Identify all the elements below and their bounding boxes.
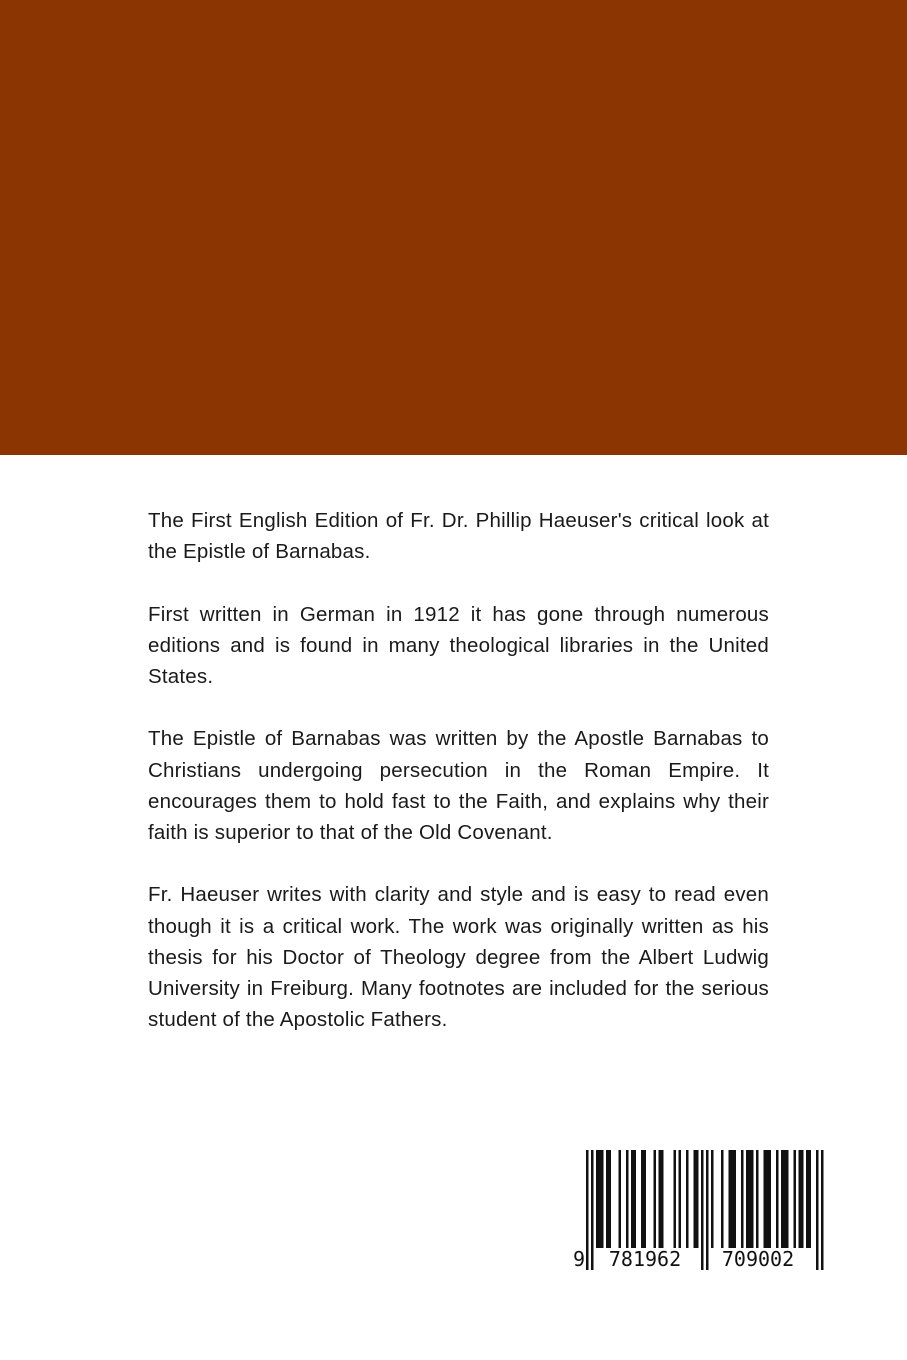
back-cover-blurb: [148, 505, 769, 1035]
barcode-bar: [769, 1150, 772, 1248]
barcode-bar: [701, 1150, 704, 1270]
blurb-paragraph-3: The Epistle of Barnabas was written by the Apostle Barnabas to Christians undergoing persecution in the Roman Empire. It encourages them to hold fast to the Faith, and explains why their faith is superior to that of the Old Covenant.: [148, 727, 769, 844]
barcode-left-digits: 781962: [608, 1247, 682, 1271]
barcode-bar: [801, 1150, 804, 1248]
barcode-bar: [586, 1150, 589, 1270]
barcode-bar: [721, 1150, 724, 1248]
barcode-bar: [601, 1150, 604, 1248]
barcode-bar: [766, 1150, 769, 1248]
barcode-bar: [591, 1150, 594, 1270]
barcode-bar: [599, 1150, 602, 1248]
isbn-barcode: [566, 1148, 824, 1272]
barcode-graphic: [566, 1148, 824, 1272]
barcode-bar: [781, 1150, 784, 1248]
blurb-paragraph-1: The First English Edition of Fr. Dr. Phillip Haeuser's critical look at the Epistle of Barnabas.: [148, 509, 769, 564]
barcode-bar: [764, 1150, 767, 1248]
barcode-bar: [746, 1150, 749, 1248]
barcode-bar: [821, 1150, 824, 1270]
barcode-bar: [634, 1150, 637, 1248]
barcode-bar: [794, 1150, 797, 1248]
barcode-bar: [641, 1150, 644, 1248]
barcode-bar: [751, 1150, 754, 1248]
barcode-bar: [816, 1150, 819, 1270]
barcode-bar: [606, 1150, 609, 1248]
blurb-paragraph-4: Fr. Haeuser writes with clarity and style and is easy to read even though it is a critical work. The work was originally written as his thesis for his Doctor of Theology degree from the Albert Ludwig University in Freiburg. Many footnotes are included for the serious student of the Apostolic Fathers.: [148, 883, 769, 1032]
barcode-bar: [734, 1150, 737, 1248]
barcode-bar: [619, 1150, 622, 1248]
barcode-bar: [686, 1150, 689, 1248]
barcode-bar: [741, 1150, 744, 1248]
barcode-bar: [776, 1150, 779, 1248]
barcode-bar: [784, 1150, 787, 1248]
blurb-paragraph-2: First written in German in 1912 it has gone through numerous editions and is found in many theological libraries in the United States.: [148, 602, 769, 688]
barcode-first-digit: 9: [573, 1247, 586, 1271]
barcode-bar: [674, 1150, 677, 1248]
barcode-bar: [644, 1150, 647, 1248]
barcode-bar: [809, 1150, 812, 1248]
barcode-bar: [729, 1150, 732, 1248]
barcode-bar: [679, 1150, 682, 1248]
barcode-bar: [786, 1150, 789, 1248]
barcode-bar: [596, 1150, 599, 1248]
barcode-bar: [806, 1150, 809, 1248]
cover-color-band: [0, 0, 907, 455]
barcode-bar: [731, 1150, 734, 1248]
barcode-bar: [654, 1150, 657, 1248]
barcode-bar: [696, 1150, 699, 1248]
barcode-bar: [609, 1150, 612, 1248]
barcode-bar: [661, 1150, 664, 1248]
barcode-right-digits: 709002: [721, 1247, 795, 1271]
barcode-bar: [694, 1150, 697, 1248]
barcode-bar: [626, 1150, 629, 1248]
barcode-bar: [749, 1150, 752, 1248]
barcode-bar: [756, 1150, 759, 1248]
barcode-bar: [799, 1150, 802, 1248]
barcode-bar: [706, 1150, 709, 1270]
barcode-bar: [631, 1150, 634, 1248]
barcode-bar: [659, 1150, 662, 1248]
barcode-bar: [711, 1150, 714, 1248]
